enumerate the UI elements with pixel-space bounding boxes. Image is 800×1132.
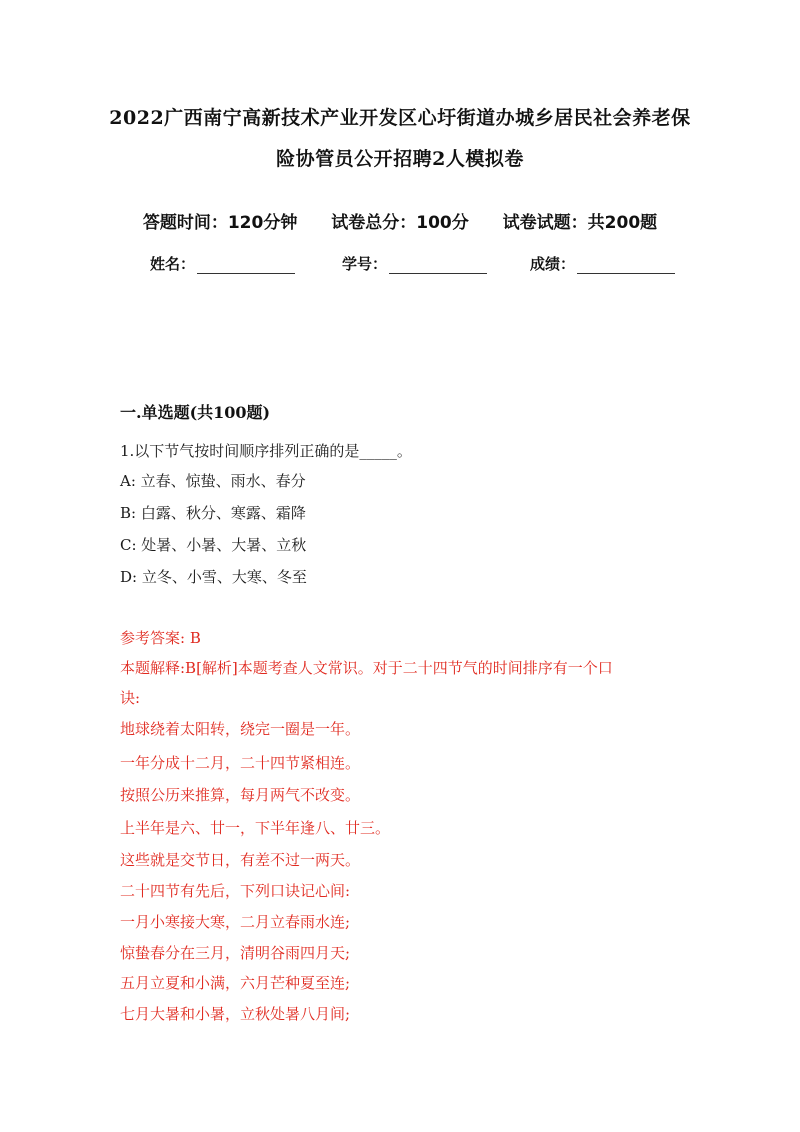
student-id-field[interactable] — [342, 253, 487, 274]
score-label: 成绩： — [530, 255, 576, 273]
score-field[interactable] — [530, 253, 675, 274]
option-a: A: 立春、惊蛰、雨水、春分 — [120, 472, 306, 490]
question-stem: 1.以下节气按时间顺序排列正确的是_____。 — [120, 442, 412, 460]
verse-line: 二十四节有先后，下列口诀记心间: — [120, 882, 351, 900]
name-field[interactable] — [150, 253, 295, 274]
reference-answer: 参考答案: B — [120, 629, 201, 647]
name-blank[interactable] — [197, 259, 295, 274]
student-id-label: 学号： — [342, 255, 388, 273]
verse-line: 地球绕着太阳转，绕完一圈是一年。 — [120, 720, 361, 738]
page-title-line-1: 2022广西南宁高新技术产业开发区心圩街道办城乡居民社会养老保 — [109, 107, 691, 129]
explanation-line-2: 诀: — [120, 689, 141, 707]
exam-question-count: 试卷试题：共200题 — [502, 213, 658, 233]
option-b: B: 白露、秋分、寒露、霜降 — [120, 504, 306, 522]
name-label: 姓名： — [150, 255, 196, 273]
verse-line: 一月小寒接大寒，二月立春雨水连; — [120, 913, 351, 931]
option-d: D: 立冬、小雪、大寒、冬至 — [120, 568, 307, 586]
verse-line: 按照公历来推算，每月两气不改变。 — [120, 786, 361, 804]
exam-total-score: 试卷总分：100分 — [331, 213, 469, 233]
explanation-line-1: 本题解释:B[解析]本题考查人文常识。对于二十四节气的时间排序有一个口 — [120, 659, 613, 677]
verse-line: 一年分成十二月，二十四节紧相连。 — [120, 754, 361, 772]
score-blank[interactable] — [577, 259, 675, 274]
exam-meta — [0, 208, 800, 233]
student-id-blank[interactable] — [389, 259, 487, 274]
section-title: 一.单选题(共100题) — [120, 403, 271, 422]
exam-time: 答题时间：120分钟 — [142, 213, 298, 233]
verse-line: 上半年是六、廿一，下半年逢八、廿三。 — [120, 819, 391, 837]
verse-line: 五月立夏和小满，六月芒种夏至连; — [120, 974, 351, 992]
verse-line: 惊蛰春分在三月，清明谷雨四月天; — [120, 944, 351, 962]
option-c: C: 处暑、小暑、大暑、立秋 — [120, 536, 307, 554]
verse-line: 这些就是交节日，有差不过一两天。 — [120, 851, 361, 869]
verse-line: 七月大暑和小暑，立秋处暑八月间; — [120, 1005, 351, 1023]
page-title-line-2: 险协管员公开招聘2人模拟卷 — [276, 148, 524, 170]
